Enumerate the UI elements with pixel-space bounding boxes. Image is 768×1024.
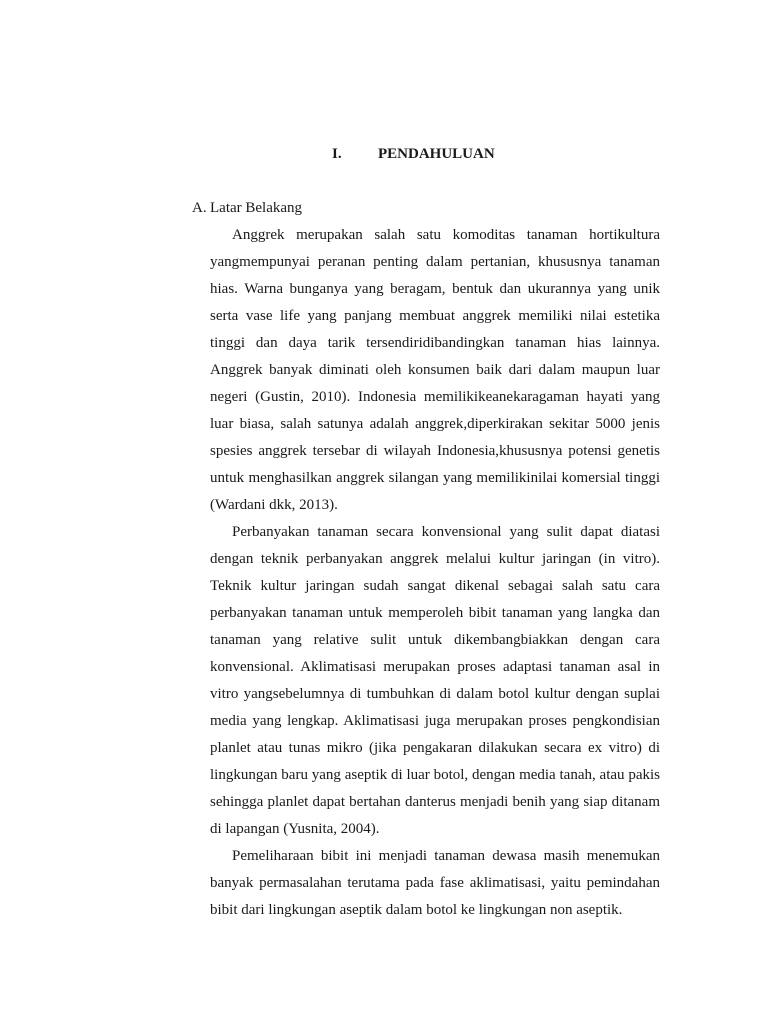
section-heading <box>192 200 302 217</box>
section-letter: A. <box>192 200 207 216</box>
paragraph-3: Pemeliharaan bibit ini menjadi tanaman dewasa masih menemukan banyak permasalahan terutama pada fase aklimatisasi, yaitu pemindahan bibit dari lingkungan aseptik dalam botol ke lingkungan non aseptik. <box>210 848 660 918</box>
paragraph-1: Anggrek merupakan salah satu komoditas tanaman hortikultura yangmempunyai peranan penting dalam pertanian, khususnya tanaman hias. Warna bunganya yang beragam, bentuk dan ukurannya yang unik serta vase life yang panjang membuat anggrek memiliki nilai estetika tinggi dan daya tarik tersendiridibandingkan tanaman hias lainnya. Anggrek banyak diminati oleh konsumen baik dari dalam maupun luar negeri (Gustin, 2010). Indonesia memilikikeanekaragaman hayati yang luar biasa, salah satunya adalah anggrek,diperkirakan sekitar 5000 jenis spesies anggrek tersebar di wilayah Indonesia,khususnya potensi genetis untuk menghasilkan anggrek silangan yang memilikinilai komersial tinggi (Wardani dkk, 2013). <box>210 227 660 513</box>
paragraph-2: Perbanyakan tanaman secara konvensional yang sulit dapat diatasi dengan teknik perbanyakan anggrek melalui kultur jaringan (in vitro). Teknik kultur jaringan sudah sangat dikenal sebagai salah satu cara perbanyakan tanaman untuk memperoleh bibit tanaman yang langka dan tanaman yang relative sulit untuk dikembangbiakkan dengan cara konvensional. Aklimatisasi merupakan proses adaptasi tanaman asal in vitro yangsebelumnya di tumbuhkan di dalam botol kultur dengan suplai media yang lengkap. Aklimatisasi juga merupakan proses pengkondisian planlet atau tunas mikro (jika pengakaran dilakukan secara ex vitro) di lingkungan baru yang aseptik di luar botol, dengan media tanah, atau pakis sehingga planlet dapat bertahan danterus menjadi benih yang siap ditanam di lapangan (Yusnita, 2004). <box>210 524 660 837</box>
body-text <box>210 222 660 924</box>
section-title: Latar Belakang <box>210 200 303 216</box>
chapter-number: I. <box>332 146 342 162</box>
chapter-heading <box>0 146 768 166</box>
chapter-title: PENDAHULUAN <box>378 146 495 162</box>
